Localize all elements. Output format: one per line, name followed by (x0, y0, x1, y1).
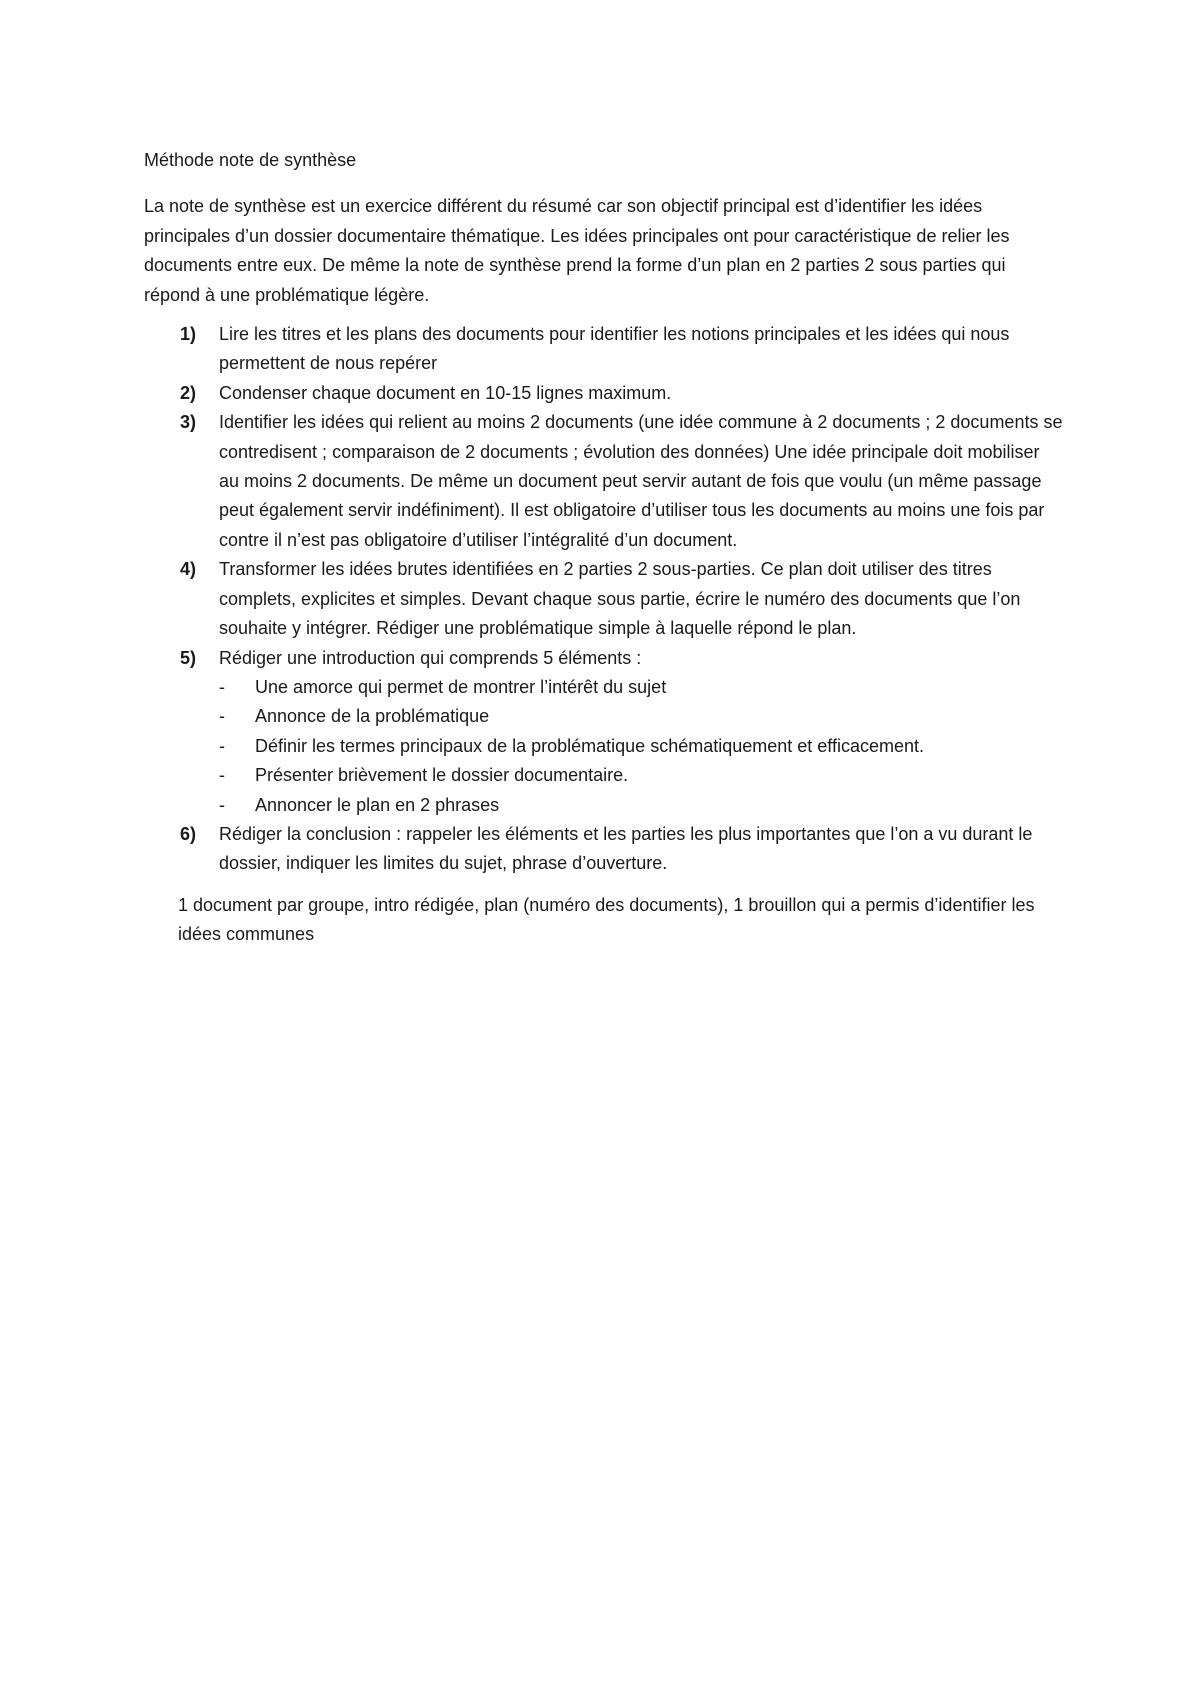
list-item-text: Annonce de la problématique (255, 706, 490, 727)
step-number: 4) (180, 559, 197, 580)
list-item (219, 791, 1064, 820)
method-step (144, 408, 1064, 555)
list-item-text: Présenter brièvement le dossier documentaire. (255, 765, 629, 786)
list-item-text: Annoncer le plan en 2 phrases (255, 794, 500, 815)
method-step (144, 820, 1064, 879)
list-item (219, 702, 1064, 731)
step-text: Rédiger la conclusion : rappeler les éléments et les parties les plus importantes que l’on a vu durant le dossier, indiquer les limites du sujet, phrase d’ouverture. (219, 823, 1033, 874)
step-text: Rédiger une introduction qui comprends 5 éléments : (219, 647, 642, 668)
dash-bullet: - (219, 706, 225, 727)
intro-paragraph: La note de synthèse est un exercice différent du résumé car son objectif principal est d’identifier les idées principales d’un dossier documentaire thématique. Les idées principales ont pour caractéristique de relier les documents entre eux. De même la note de synthèse prend la forme d’un plan en 2 parties 2 sous parties qui répond à une problématique légère. (144, 196, 1010, 305)
list-item (219, 732, 1064, 761)
step-number: 2) (180, 382, 197, 403)
step-text: Lire les titres et les plans des documents pour identifier les notions principales et les idées qui nous permettent de nous repérer (219, 324, 1010, 374)
closing-paragraph: 1 document par groupe, intro rédigée, plan (numéro des documents), 1 brouillon qui a permis d’identifier les idées communes (178, 894, 1035, 945)
method-step (144, 379, 1064, 408)
document-body (144, 146, 1064, 950)
method-step (144, 555, 1064, 643)
step-number: 6) (180, 823, 197, 844)
list-item (219, 761, 1064, 790)
step-text: Condenser chaque document en 10-15 lignes maximum. (219, 382, 672, 403)
method-steps-list (144, 320, 1064, 879)
step-number: 5) (180, 647, 197, 668)
dash-bullet: - (219, 735, 225, 756)
introduction-elements-list (219, 673, 1064, 820)
dash-bullet: - (219, 676, 225, 697)
method-step (144, 644, 1064, 820)
list-item-text: Définir les termes principaux de la problématique schématiquement et efficacement. (255, 735, 925, 756)
step-number: 3) (180, 412, 197, 433)
document-title: Méthode note de synthèse (144, 150, 357, 170)
list-item-text: Une amorce qui permet de montrer l’intérêt du sujet (255, 676, 667, 697)
list-item (219, 673, 1064, 702)
step-text: Transformer les idées brutes identifiées en 2 parties 2 sous-parties. Ce plan doit utiliser des titres complets, explicites et simples. Devant chaque sous partie, écrire le numéro des documents que l’on souhaite y intégrer. Rédiger une problématique simple à laquelle répond le plan. (219, 559, 1021, 639)
method-step (144, 320, 1064, 379)
dash-bullet: - (219, 765, 225, 786)
dash-bullet: - (219, 794, 225, 815)
step-text: Identifier les idées qui relient au moins 2 documents (une idée commune à 2 documents ; 2 documents se contredisent ; comparaison de 2 documents ; évolution des données) Une idée principale doit mobiliser au moins 2 documents. De même un document peut servir autant de fois que voulu (un même passage peut également servir indéfiniment). Il est obligatoire d’utiliser tous les documents au moins une fois par contre il n’est pas obligatoire d’utiliser l’intégralité d’un document. (219, 412, 1063, 550)
step-number: 1) (180, 324, 197, 345)
